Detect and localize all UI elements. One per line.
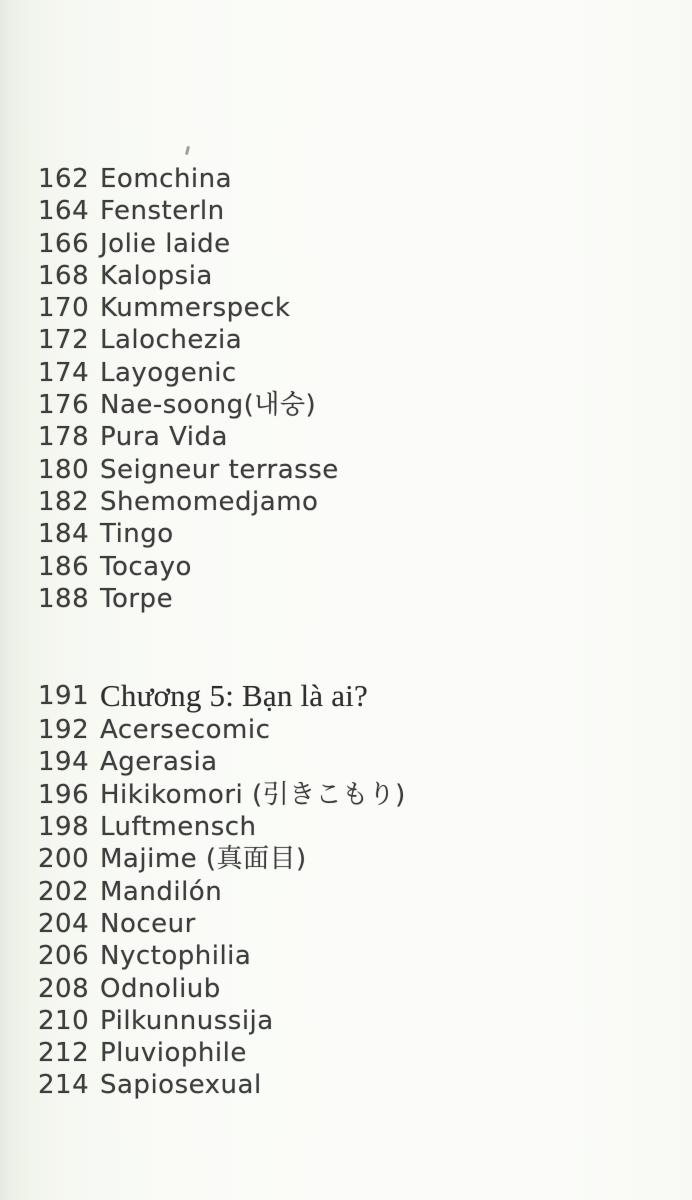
toc-entry-page-number: 202 — [38, 876, 90, 907]
scan-speck — [185, 146, 190, 155]
toc-entry-term: Kalopsia — [100, 260, 213, 291]
toc-entry-page-number: 206 — [38, 941, 90, 972]
toc-entry — [0, 746, 692, 778]
toc-entry-page-number: 178 — [38, 422, 90, 453]
toc-entry-page-number: 210 — [38, 1005, 90, 1036]
toc-entry-term: Jolie laide — [100, 228, 231, 259]
toc-entry-page-number: 208 — [38, 973, 90, 1004]
toc-entry — [0, 940, 692, 972]
toc-entry-page-number: 200 — [38, 844, 90, 875]
toc-entry — [0, 908, 692, 940]
toc-section-chapter-5 — [0, 678, 692, 1102]
toc-entry-term: Hikikomori (引きこもり) — [100, 779, 406, 810]
toc-entry-term: Pilkunnussija — [100, 1005, 274, 1036]
toc-entry-term: Acersecomic — [100, 715, 271, 746]
toc-entry — [0, 843, 692, 875]
toc-entry — [0, 421, 692, 453]
toc-entry-page-number: 168 — [38, 260, 90, 291]
toc-entry-page-number: 164 — [38, 196, 90, 227]
table-of-contents — [0, 163, 692, 1102]
toc-entry — [0, 486, 692, 518]
toc-entry-page-number: 184 — [38, 519, 90, 550]
toc-entry-term: Layogenic — [100, 357, 237, 388]
toc-entry-term: Mandilón — [100, 876, 223, 907]
toc-entry-page-number: 166 — [38, 228, 90, 259]
toc-entry-term: Shemomedjamo — [100, 486, 319, 517]
toc-entry — [0, 195, 692, 227]
toc-section-words — [0, 163, 692, 615]
toc-heading-page-number: 191 — [38, 681, 90, 712]
toc-entry — [0, 292, 692, 324]
toc-entry-term: Eomchina — [100, 164, 233, 194]
toc-entry-term: Agerasia — [100, 747, 218, 778]
toc-entry-page-number: 188 — [38, 583, 90, 614]
toc-entry — [0, 551, 692, 583]
toc-entry — [0, 163, 692, 195]
toc-entry-term: Torpe — [100, 583, 174, 614]
toc-entry-page-number: 172 — [38, 325, 90, 356]
toc-entry — [0, 1037, 692, 1069]
toc-entry — [0, 454, 692, 486]
toc-entry-page-number: 198 — [38, 812, 90, 843]
toc-entry — [0, 811, 692, 843]
toc-entry — [0, 228, 692, 260]
toc-entry — [0, 260, 692, 292]
toc-entry-term: Odnoliub — [100, 973, 221, 1004]
toc-entry — [0, 779, 692, 811]
toc-chapter-title: Chương 5: Bạn là ai? — [100, 678, 368, 714]
toc-entry — [0, 518, 692, 550]
toc-entry — [0, 324, 692, 356]
toc-entry-term: Nyctophilia — [100, 941, 252, 972]
toc-entry — [0, 1005, 692, 1037]
toc-entry-page-number: 162 — [38, 164, 90, 194]
toc-entry-page-number: 192 — [38, 715, 90, 746]
toc-entry — [0, 973, 692, 1005]
toc-entry-term: Noceur — [100, 908, 196, 939]
toc-entry-term: Pluviophile — [100, 1038, 247, 1069]
toc-entry-page-number: 204 — [38, 908, 90, 939]
toc-entry-term: Luftmensch — [100, 812, 257, 843]
toc-entry-page-number: 212 — [38, 1038, 90, 1069]
toc-entry — [0, 876, 692, 908]
toc-entry-term: Kummerspeck — [100, 293, 291, 324]
toc-entry-term: Seigneur terrasse — [100, 454, 339, 485]
toc-entry-page-number: 180 — [38, 454, 90, 485]
toc-entry — [0, 1069, 692, 1101]
toc-entry-term: Pura Vida — [100, 422, 228, 453]
toc-entry-term: Sapiosexual — [100, 1070, 262, 1101]
toc-entry — [0, 714, 692, 746]
toc-entry-page-number: 194 — [38, 747, 90, 778]
toc-entry — [0, 389, 692, 421]
toc-entry-term: Lalochezia — [100, 325, 243, 356]
toc-entry-term: Tingo — [100, 519, 174, 550]
toc-entry-term: Fensterln — [100, 196, 225, 227]
toc-entry-page-number: 196 — [38, 779, 90, 810]
toc-entry-page-number: 176 — [38, 390, 90, 421]
toc-chapter-heading-row — [0, 678, 692, 714]
toc-entry-page-number: 182 — [38, 486, 90, 517]
toc-entry-term: Majime (真面目) — [100, 844, 307, 875]
toc-entry-term: Tocayo — [100, 551, 192, 582]
toc-entry — [0, 583, 692, 615]
toc-entry — [0, 357, 692, 389]
toc-entry-page-number: 174 — [38, 357, 90, 388]
toc-entry-term: Nae-soong(내숭) — [100, 390, 317, 421]
toc-entry-page-number: 214 — [38, 1070, 90, 1101]
toc-entry-page-number: 170 — [38, 293, 90, 324]
toc-entry-page-number: 186 — [38, 551, 90, 582]
